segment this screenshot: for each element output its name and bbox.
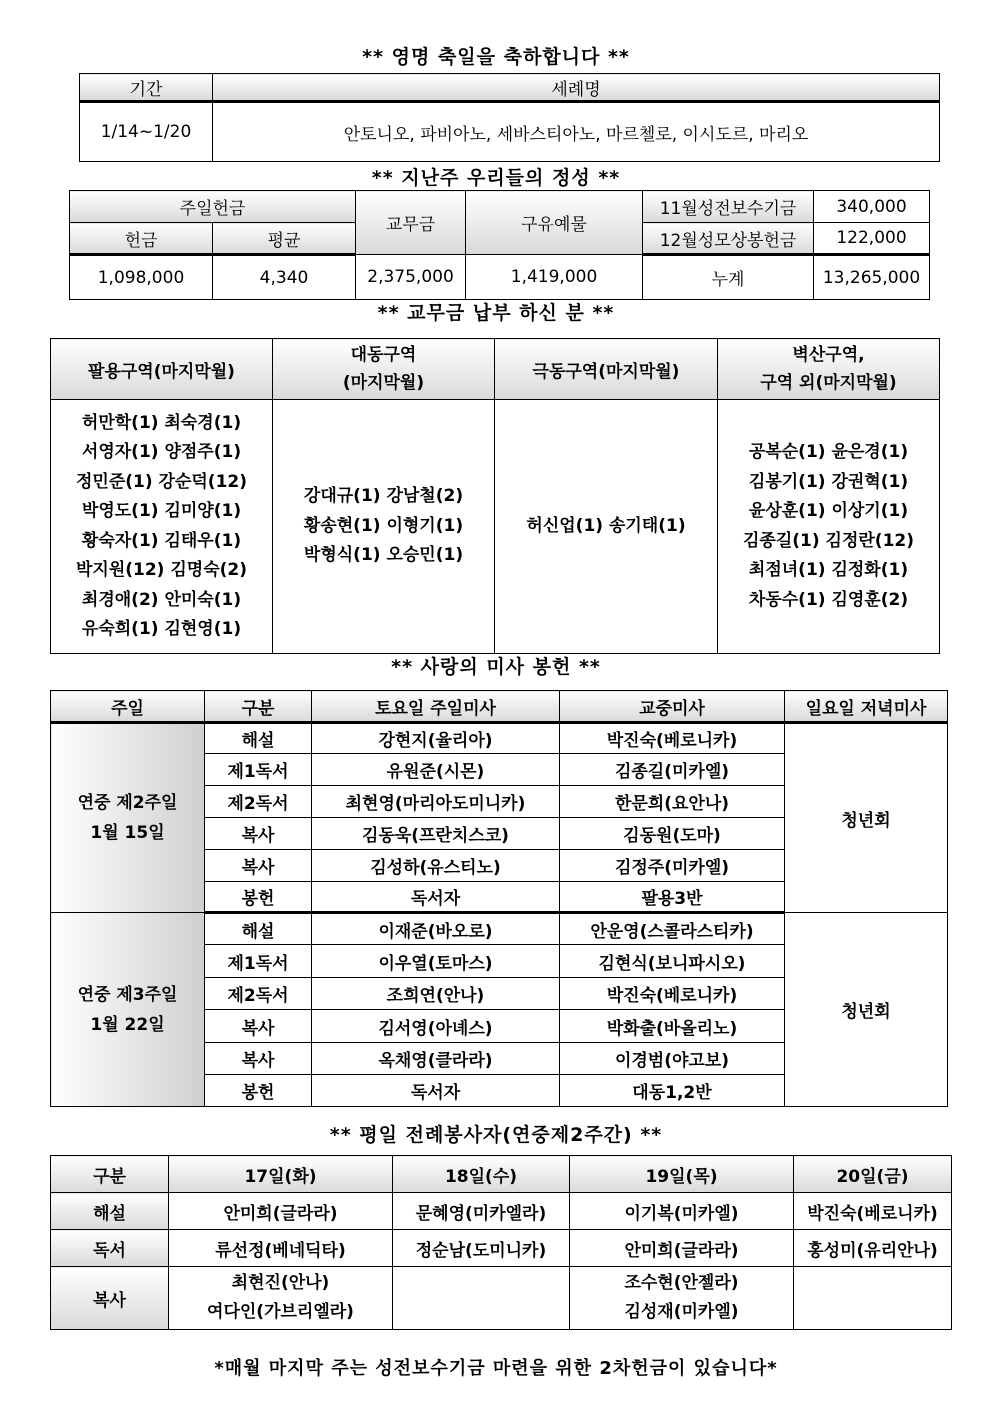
mass-table [50, 690, 948, 1107]
offering-table [69, 190, 930, 300]
role-cell: 제1독서 [205, 945, 312, 978]
server-thu-1: 조수현(안젤라) [624, 1273, 739, 1293]
feast-title: ** 영명 축일을 축하합니다 ** [362, 46, 630, 68]
role-cell: 제2독서 [205, 978, 312, 1010]
dues-header-byeoksan-line2: 구역 외(마지막월) [760, 373, 897, 393]
average-value: 4,340 [213, 255, 356, 300]
list-item: 김봉기(1) 강권혁(1) [748, 471, 909, 492]
main-mass-cell: 한문희(요안나) [560, 786, 785, 818]
server-tue [169, 1267, 393, 1330]
commentary-thu: 이기복(미카엘) [570, 1193, 794, 1230]
total-value: 13,265,000 [814, 255, 930, 300]
table-row [51, 723, 948, 754]
reader-wed: 정순남(도미니카) [393, 1230, 570, 1267]
saturday-cell: 이재준(바오로) [312, 913, 560, 945]
list-item: 허만학(1) 최숙경(1) [81, 412, 242, 433]
feast-names: 안토니오, 파비아노, 세바스티아노, 마르첼로, 이시도르, 마리오 [213, 102, 940, 162]
dues-header-byeoksan [718, 339, 940, 400]
mass-title: ** 사랑의 미사 봉헌 ** [391, 656, 601, 678]
dues-header-daedong [273, 339, 495, 400]
dues-header-byeoksan-line1: 벽산구역, [792, 345, 865, 365]
server-label: 복사 [51, 1267, 169, 1330]
list-item: 황송현(1) 이형기(1) [303, 515, 464, 536]
role-cell: 봉헌 [205, 1075, 312, 1107]
dues-list-palyong [51, 400, 273, 654]
list-item: 정민준(1) 강순덕(12) [75, 471, 247, 492]
saturday-cell: 독서자 [312, 882, 560, 913]
main-mass-cell: 김정주(미카엘) [560, 850, 785, 882]
saturday-cell: 김동욱(프란치스코) [312, 818, 560, 850]
list-item: 유숙희(1) 김현영(1) [81, 619, 242, 639]
server-thu [570, 1267, 794, 1330]
cash-value: 1,098,000 [70, 255, 213, 300]
mass-header-main: 교중미사 [560, 691, 785, 723]
role-cell: 제1독서 [205, 754, 312, 786]
evening-cell: 청년회 [785, 913, 948, 1107]
weekday-title: ** 평일 전례봉사자(연중제2주간) ** [329, 1124, 663, 1146]
list-item: 박영도(1) 김미양(1) [81, 501, 242, 521]
commentary-label: 해설 [51, 1193, 169, 1230]
oil-value: 1,419,000 [466, 255, 643, 300]
server-tue-2: 여다인(가브리엘라) [207, 1302, 354, 1322]
saturday-cell: 옥채영(클라라) [312, 1043, 560, 1075]
list-item: 공복순(1) 윤은경(1) [748, 442, 909, 462]
week-name: 연중 제3주일 [77, 984, 178, 1005]
total-label: 누계 [643, 255, 814, 300]
main-mass-cell: 박화출(바올리노) [560, 1010, 785, 1043]
sunday-offering-header: 주일헌금 [70, 191, 356, 223]
list-item: 최경애(2) 안미숙(1) [81, 589, 242, 610]
role-cell: 해설 [205, 723, 312, 754]
table-row [51, 913, 948, 945]
list-item: 김종길(1) 김정란(12) [742, 530, 914, 551]
dues-table [50, 338, 940, 654]
role-cell: 제2독서 [205, 786, 312, 818]
role-cell: 복사 [205, 818, 312, 850]
feast-period: 1/14~1/20 [80, 102, 213, 162]
reader-thu: 안미희(글라라) [570, 1230, 794, 1267]
feast-period-header: 기간 [80, 74, 213, 102]
saturday-cell: 유원준(시몬) [312, 754, 560, 786]
dues-header-palyong: 팔용구역(마지막월) [51, 339, 273, 400]
main-mass-cell: 김종길(미카엘) [560, 754, 785, 786]
role-cell: 복사 [205, 1043, 312, 1075]
week-label [51, 723, 205, 913]
server-wed [393, 1267, 570, 1330]
role-cell: 봉헌 [205, 882, 312, 913]
main-mass-cell: 김동원(도마) [560, 818, 785, 850]
mass-header-role: 구분 [205, 691, 312, 723]
table-row [51, 1230, 952, 1267]
list-item: 강대규(1) 강남철(2) [303, 486, 464, 507]
saturday-cell: 조희연(안나) [312, 978, 560, 1010]
mary-fund-label: 12월성모상봉헌금 [643, 223, 814, 255]
weekday-header-thu: 19일(목) [570, 1156, 794, 1193]
main-mass-cell: 안운영(스콜라스티카) [560, 913, 785, 945]
weekday-header-fri: 20일(금) [794, 1156, 952, 1193]
reader-tue: 류선정(베네딕타) [169, 1230, 393, 1267]
role-cell: 복사 [205, 850, 312, 882]
offering-title: ** 지난주 우리들의 정성 ** [371, 167, 621, 189]
saturday-cell: 최현영(마리아도미니카) [312, 786, 560, 818]
weekday-header-role: 구분 [51, 1156, 169, 1193]
dues-list-daedong [273, 400, 495, 654]
list-item: 최점녀(1) 김정화(1) [748, 560, 909, 580]
reader-fri: 홍성미(유리안나) [794, 1230, 952, 1267]
main-mass-cell: 이경범(야고보) [560, 1043, 785, 1075]
dues-header-geukdong: 극동구역(마지막월) [495, 339, 718, 400]
reader-label: 독서 [51, 1230, 169, 1267]
average-header: 평균 [213, 223, 356, 255]
dues-list-geukdong [495, 400, 718, 654]
mass-header-saturday: 토요일 주일미사 [312, 691, 560, 723]
list-item: 박형식(1) 오승민(1) [303, 545, 464, 566]
saturday-cell: 독서자 [312, 1075, 560, 1107]
list-item: 허신업(1) 송기태(1) [526, 515, 686, 536]
commentary-fri: 박진숙(베로니카) [794, 1193, 952, 1230]
commentary-tue: 안미희(글라라) [169, 1193, 393, 1230]
dues-list-byeoksan [718, 400, 940, 654]
dues-header-daedong-line1: 대동구역 [350, 345, 417, 365]
role-cell: 해설 [205, 913, 312, 945]
week-name: 연중 제2주일 [77, 793, 178, 813]
week-date: 1월 15일 [90, 823, 165, 843]
week-label [51, 913, 205, 1107]
repair-fund-value: 340,000 [814, 191, 930, 223]
diocese-value: 2,375,000 [356, 255, 466, 300]
dues-header-daedong-line2: (마지막월) [342, 373, 425, 393]
feast-table [79, 73, 940, 162]
server-fri [794, 1267, 952, 1330]
footer-note: *매월 마지막 주는 성전보수기금 마련을 위한 2차헌금이 있습니다* [214, 1358, 778, 1379]
saturday-cell: 이우열(토마스) [312, 945, 560, 978]
main-mass-cell: 김현식(보니파시오) [560, 945, 785, 978]
server-tue-1: 최현진(안나) [231, 1273, 330, 1293]
saturday-cell: 김서영(아녜스) [312, 1010, 560, 1043]
list-item: 황숙자(1) 김태우(1) [81, 530, 242, 551]
weekday-header-tue: 17일(화) [169, 1156, 393, 1193]
list-item: 차동수(1) 김영훈(2) [748, 589, 909, 610]
cash-header: 헌금 [70, 223, 213, 255]
mass-header-evening: 일요일 저녁미사 [785, 691, 948, 723]
main-mass-cell: 박진숙(베로니카) [560, 723, 785, 754]
weekday-header-wed: 18일(수) [393, 1156, 570, 1193]
main-mass-cell: 팔용3반 [560, 882, 785, 913]
list-item: 박지원(12) 김명숙(2) [75, 560, 247, 580]
main-mass-cell: 박진숙(베로니카) [560, 978, 785, 1010]
repair-fund-label: 11월성전보수기금 [643, 191, 814, 223]
table-row [51, 1193, 952, 1230]
diocese-header: 교무금 [356, 191, 466, 255]
mary-fund-value: 122,000 [814, 223, 930, 255]
feast-names-header: 세례명 [213, 74, 940, 102]
list-item: 서영자(1) 양점주(1) [81, 442, 242, 462]
saturday-cell: 김성하(유스티노) [312, 850, 560, 882]
table-row [51, 1267, 952, 1330]
list-item: 윤상훈(1) 이상기(1) [748, 501, 909, 521]
commentary-wed: 문혜영(미카엘라) [393, 1193, 570, 1230]
oil-header: 구유예물 [466, 191, 643, 255]
role-cell: 복사 [205, 1010, 312, 1043]
server-thu-2: 김성재(미카엘) [624, 1302, 739, 1322]
main-mass-cell: 대동1,2반 [560, 1075, 785, 1107]
weekday-table [50, 1155, 952, 1330]
dues-title: ** 교무금 납부 하신 분 ** [377, 302, 615, 324]
evening-cell: 청년회 [785, 723, 948, 913]
saturday-cell: 강현지(율리아) [312, 723, 560, 754]
week-date: 1월 22일 [90, 1014, 165, 1035]
mass-header-sunday: 주일 [51, 691, 205, 723]
